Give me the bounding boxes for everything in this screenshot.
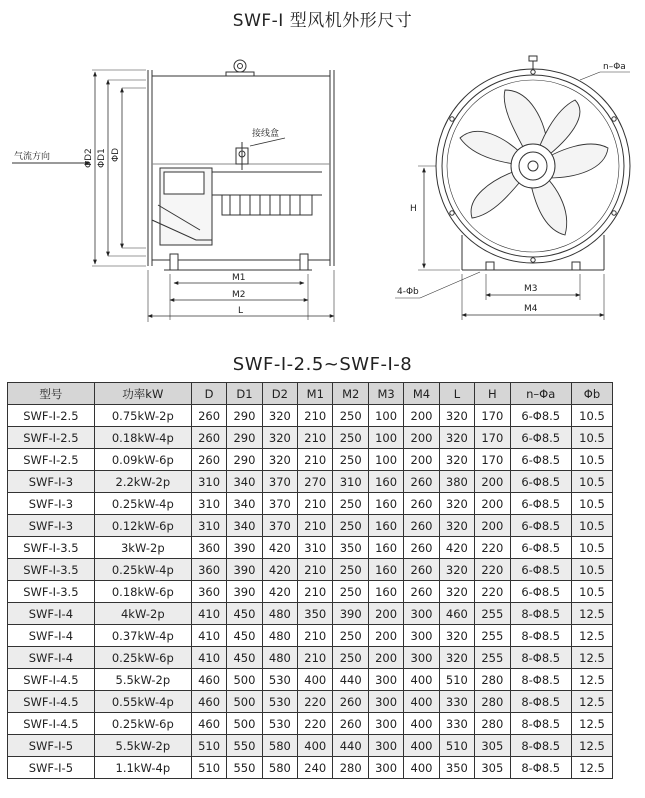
table-cell: 10.5 [571,449,612,471]
column-header: D1 [227,383,262,405]
table-cell: 10.5 [571,405,612,427]
table-cell: 210 [298,427,333,449]
table-cell: SWF-I-2.5 [8,449,95,471]
table-cell: 380 [439,471,474,493]
column-header: D2 [262,383,297,405]
table-cell: SWF-I-5 [8,757,95,779]
table-row [8,735,613,757]
table-cell: 420 [439,537,474,559]
airflow-label: 气流方向 [14,152,51,162]
column-header: M1 [298,383,333,405]
table-cell: 360 [191,581,226,603]
h-label: H [410,204,417,214]
table-cell: 460 [191,713,226,735]
table-cell: 220 [475,559,510,581]
table-cell: SWF-I-3.5 [8,581,95,603]
table-cell: 250 [333,405,368,427]
table-cell: 220 [298,691,333,713]
table-cell: 100 [368,427,403,449]
table-cell: 400 [404,691,439,713]
table-cell: 255 [475,647,510,669]
table-cell: 510 [191,735,226,757]
table-cell: SWF-I-4.5 [8,669,95,691]
table-cell: 0.37kW-4p [94,625,191,647]
table-cell: 420 [262,537,297,559]
table-cell: 0.18kW-4p [94,427,191,449]
table-cell: 170 [475,405,510,427]
table-cell: 290 [227,405,262,427]
table-row [8,515,613,537]
d2-label: ΦD2 [84,148,94,168]
table-cell: SWF-I-4 [8,603,95,625]
table-cell: 340 [227,515,262,537]
table-cell: 12.5 [571,625,612,647]
table-cell: 170 [475,449,510,471]
n-phi-a-label: n–Φa [603,62,626,72]
table-cell: SWF-I-3.5 [8,537,95,559]
table-cell: 210 [298,405,333,427]
table-row [8,427,613,449]
table-cell: 390 [227,581,262,603]
table-cell: 160 [368,537,403,559]
table-cell: 250 [333,559,368,581]
table-cell: 6-Φ8.5 [510,471,571,493]
table-cell: 10.5 [571,471,612,493]
table-cell: 340 [227,493,262,515]
table-cell: 350 [439,757,474,779]
table-cell: 4kW-2p [94,603,191,625]
table-cell: 210 [298,625,333,647]
table-row [8,559,613,581]
table-cell: 410 [191,647,226,669]
table-cell: 440 [333,669,368,691]
table-cell: 320 [439,647,474,669]
table-cell: 0.25kW-6p [94,713,191,735]
table-cell: 400 [404,757,439,779]
table-cell: SWF-I-2.5 [8,427,95,449]
m4-label: M4 [524,304,538,314]
table-cell: 210 [298,581,333,603]
table-cell: 12.5 [571,691,612,713]
table-cell: 300 [368,691,403,713]
junction-box-icon [236,142,248,170]
table-cell: 300 [404,647,439,669]
table-row [8,471,613,493]
column-header: M2 [333,383,368,405]
table-cell: 350 [333,537,368,559]
table-cell: 390 [227,559,262,581]
table-cell: 410 [191,625,226,647]
table-cell: 530 [262,691,297,713]
table-cell: 280 [475,669,510,691]
table-cell: 210 [298,647,333,669]
table-cell: 460 [191,691,226,713]
table-cell: 250 [333,625,368,647]
table-cell: 260 [404,471,439,493]
table-cell: 400 [404,735,439,757]
table-cell: 280 [475,713,510,735]
column-header: H [475,383,510,405]
table-cell: 8-Φ8.5 [510,735,571,757]
table-row [8,405,613,427]
table-cell: 480 [262,625,297,647]
table-cell: 300 [368,757,403,779]
table-cell: 1.1kW-4p [94,757,191,779]
table-body [8,405,613,779]
table-cell: 200 [475,493,510,515]
table-cell: 0.09kW-6p [94,449,191,471]
l-label: L [238,306,244,316]
table-cell: 320 [439,559,474,581]
table-row [8,669,613,691]
table-cell: 305 [475,757,510,779]
column-header: L [439,383,474,405]
table-cell: 350 [298,603,333,625]
table-cell: 410 [191,603,226,625]
table-row [8,691,613,713]
table-cell: 12.5 [571,603,612,625]
table-cell: 8-Φ8.5 [510,691,571,713]
table-cell: 370 [262,471,297,493]
table-cell: 510 [191,757,226,779]
table-cell: 310 [191,471,226,493]
table-cell: SWF-I-3 [8,493,95,515]
table-cell: 200 [404,405,439,427]
table-cell: 210 [298,515,333,537]
table-cell: 250 [333,647,368,669]
table-cell: 8-Φ8.5 [510,713,571,735]
table-cell: 200 [368,625,403,647]
table-cell: 12.5 [571,669,612,691]
table-cell: 0.55kW-4p [94,691,191,713]
table-cell: 250 [333,515,368,537]
table-cell: 550 [227,757,262,779]
table-cell: 290 [227,427,262,449]
table-cell: 420 [262,581,297,603]
fan-dimension-drawing [0,30,645,330]
table-cell: 300 [368,713,403,735]
table-cell: 5.5kW-2p [94,669,191,691]
table-cell: 160 [368,515,403,537]
column-header: M3 [368,383,403,405]
table-cell: 10.5 [571,515,612,537]
side-view [12,60,334,322]
table-cell: 360 [191,537,226,559]
table-cell: SWF-I-4 [8,625,95,647]
table-cell: 10.5 [571,537,612,559]
table-cell: 2.2kW-2p [94,471,191,493]
table-cell: 200 [368,647,403,669]
table-cell: 320 [439,493,474,515]
column-header: 功率kW [94,383,191,405]
table-cell: 220 [475,537,510,559]
table-cell: 580 [262,757,297,779]
table-cell: 200 [475,471,510,493]
table-cell: 530 [262,669,297,691]
table-header-row [8,383,613,405]
table-row [8,603,613,625]
junction-box-label: 接线盒 [252,129,280,139]
column-header: Φb [571,383,612,405]
table-cell: 3kW-2p [94,537,191,559]
table-cell: 0.75kW-2p [94,405,191,427]
table-cell: 320 [439,625,474,647]
table-cell: 260 [404,537,439,559]
table-cell: 10.5 [571,559,612,581]
table-cell: 6-Φ8.5 [510,493,571,515]
table-cell: 280 [475,691,510,713]
lifting-eye-icon [226,60,254,76]
table-cell: 250 [333,449,368,471]
column-header: n–Φa [510,383,571,405]
table-cell: 260 [404,581,439,603]
table-cell: 12.5 [571,647,612,669]
column-header: 型号 [8,383,95,405]
table-row [8,647,613,669]
table-row [8,449,613,471]
front-view [395,56,630,320]
table-cell: 0.25kW-4p [94,493,191,515]
table-cell: 260 [333,713,368,735]
table-cell: 8-Φ8.5 [510,603,571,625]
table-cell: 12.5 [571,735,612,757]
table-cell: 260 [404,493,439,515]
table-cell: 400 [298,735,333,757]
table-cell: 280 [333,757,368,779]
table-cell: 8-Φ8.5 [510,757,571,779]
table-cell: 450 [227,647,262,669]
table-cell: 480 [262,603,297,625]
table-cell: 320 [262,449,297,471]
d-label: ΦD [111,147,121,162]
table-cell: 10.5 [571,427,612,449]
table-cell: 370 [262,493,297,515]
table-cell: 330 [439,713,474,735]
table-cell: 160 [368,471,403,493]
column-header: M4 [404,383,439,405]
table-cell: 480 [262,647,297,669]
m3-label: M3 [524,284,538,294]
table-cell: 320 [262,405,297,427]
table-cell: 390 [333,603,368,625]
table-cell: 310 [298,537,333,559]
table-cell: 170 [475,427,510,449]
table-cell: 450 [227,603,262,625]
table-cell: 12.5 [571,757,612,779]
table-cell: 310 [333,471,368,493]
table-cell: 210 [298,559,333,581]
table-cell: 320 [439,515,474,537]
table-cell: 305 [475,735,510,757]
table-cell: SWF-I-4.5 [8,691,95,713]
motor-icon [152,168,322,245]
table-row [8,493,613,515]
table-cell: 270 [298,471,333,493]
m2-label: M2 [232,290,246,300]
table-title: SWF-I-2.5~SWF-I-8 [232,354,413,375]
table-cell: 400 [404,669,439,691]
table-cell: 160 [368,493,403,515]
table-cell: 320 [439,405,474,427]
table-cell: 8-Φ8.5 [510,625,571,647]
table-cell: 0.25kW-6p [94,647,191,669]
table-cell: 320 [439,449,474,471]
table-cell: 210 [298,449,333,471]
table-cell: 8-Φ8.5 [510,669,571,691]
table-cell: 10.5 [571,581,612,603]
table-cell: 400 [404,713,439,735]
table-cell: 100 [368,405,403,427]
table-cell: 460 [439,603,474,625]
table-cell: 550 [227,735,262,757]
table-cell: 260 [333,691,368,713]
table-cell: SWF-I-4.5 [8,713,95,735]
table-cell: 510 [439,669,474,691]
table-cell: 200 [404,449,439,471]
four-phi-b-label: 4-Φb [397,287,419,297]
table-cell: 6-Φ8.5 [510,515,571,537]
table-cell: 0.25kW-4p [94,559,191,581]
table-row [8,581,613,603]
table-cell: 300 [404,603,439,625]
table-cell: 255 [475,603,510,625]
table-cell: 320 [439,581,474,603]
table-row [8,757,613,779]
table-cell: 300 [368,669,403,691]
table-cell: 330 [439,691,474,713]
table-cell: 100 [368,449,403,471]
table-cell: 580 [262,735,297,757]
table-cell: SWF-I-3 [8,471,95,493]
table-cell: SWF-I-4 [8,647,95,669]
table-cell: 260 [191,427,226,449]
table-cell: 8-Φ8.5 [510,647,571,669]
page-title: SWF-I 型风机外形尺寸 [232,11,413,31]
table-cell: 500 [227,713,262,735]
table-cell: SWF-I-3 [8,515,95,537]
table-cell: 500 [227,691,262,713]
table-cell: 440 [333,735,368,757]
table-cell: 500 [227,669,262,691]
table-cell: 510 [439,735,474,757]
table-cell: 400 [298,669,333,691]
table-cell: 0.18kW-6p [94,581,191,603]
table-cell: 260 [191,405,226,427]
table-cell: 370 [262,515,297,537]
table-cell: 220 [475,581,510,603]
table-cell: 200 [368,603,403,625]
table-cell: 290 [227,449,262,471]
table-cell: 300 [404,625,439,647]
table-cell: 12.5 [571,713,612,735]
table-row [8,537,613,559]
table-cell: 260 [404,559,439,581]
table-cell: 450 [227,625,262,647]
table-cell: 250 [333,427,368,449]
table-cell: 320 [439,427,474,449]
table-cell: 6-Φ8.5 [510,559,571,581]
table-cell: 6-Φ8.5 [510,427,571,449]
table-cell: 220 [298,713,333,735]
table-row [8,713,613,735]
table-cell: 200 [404,427,439,449]
table-cell: 530 [262,713,297,735]
table-cell: 310 [191,493,226,515]
table-cell: SWF-I-5 [8,735,95,757]
table-cell: 420 [262,559,297,581]
table-cell: 320 [262,427,297,449]
table-cell: SWF-I-3.5 [8,559,95,581]
d1-label: ΦD1 [97,148,107,168]
table-cell: 460 [191,669,226,691]
table-cell: 250 [333,493,368,515]
table-cell: 340 [227,471,262,493]
table-cell: 390 [227,537,262,559]
spec-table [7,382,613,779]
table-cell: 260 [404,515,439,537]
table-cell: 6-Φ8.5 [510,537,571,559]
table-cell: 260 [191,449,226,471]
table-cell: 6-Φ8.5 [510,581,571,603]
table-cell: 300 [368,735,403,757]
table-cell: 360 [191,559,226,581]
table-cell: 6-Φ8.5 [510,405,571,427]
table-cell: 0.12kW-6p [94,515,191,537]
table-cell: 160 [368,581,403,603]
table-cell: 160 [368,559,403,581]
m1-label: M1 [232,273,246,283]
table-cell: 6-Φ8.5 [510,449,571,471]
table-cell: 200 [475,515,510,537]
table-cell: SWF-I-2.5 [8,405,95,427]
table-cell: 5.5kW-2p [94,735,191,757]
table-row [8,625,613,647]
table-cell: 250 [333,581,368,603]
table-cell: 240 [298,757,333,779]
table-cell: 10.5 [571,493,612,515]
table-cell: 255 [475,625,510,647]
column-header: D [191,383,226,405]
table-cell: 210 [298,493,333,515]
table-cell: 310 [191,515,226,537]
